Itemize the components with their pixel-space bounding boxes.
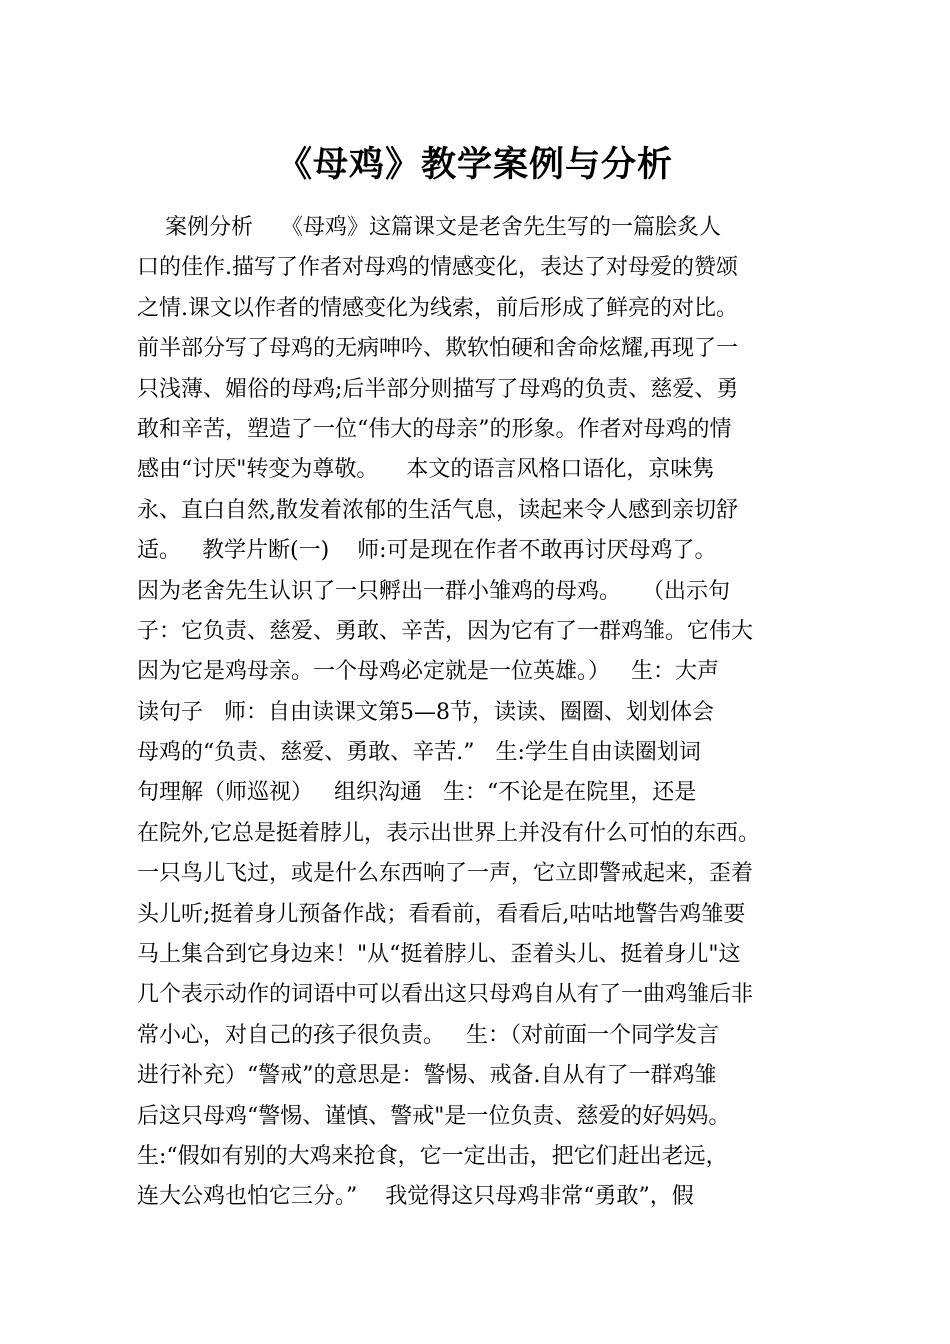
- body-line: 生:“假如有别的大鸡来抢食，它一定出击，把它们赶出老远，: [137, 1143, 728, 1169]
- body-line: 因为老舍先生认识了一只孵出一群小雏鸡的母鸡。 （出示句: [137, 578, 730, 604]
- document-title: 《母鸡》教学案例与分析: [276, 145, 673, 185]
- body-line: 头儿听;挺着身儿预备作战；看看前，看看后,咕咕地警告鸡雏要: [137, 901, 746, 927]
- document-body: [137, 208, 827, 1218]
- body-line: 母鸡的“负责、慈爱、勇敢、辛苦.” 生:学生自由读圈划词: [137, 740, 701, 766]
- body-line: 连大公鸡也怕它三分。” 我觉得这只母鸡非常“勇敢”，假: [137, 1184, 694, 1210]
- body-line: 口的佳作.描写了作者对母鸡的情感变化，表达了对母爱的赞颂: [137, 255, 738, 281]
- body-line: 常小心，对自己的孩子很负责。 生：（对前面一个同学发言: [137, 1022, 719, 1048]
- body-line: 句理解（师巡视） 组织沟通 生：“不论是在院里，还是: [137, 780, 697, 806]
- body-line: 敢和辛苦，塑造了一位“伟大的母亲”的形象。作者对母鸡的情: [137, 416, 732, 442]
- body-line: 后这只母鸡“警惕、谨慎、警戒"是一位负责、慈爱的好妈妈。: [137, 1103, 731, 1129]
- body-line: 只浅薄、媚俗的母鸡;后半部分则描写了母鸡的负责、慈爱、勇: [137, 376, 739, 402]
- body-line: 适。 教学片断(一) 师:可是现在作者不敢再讨厌母鸡了。: [137, 538, 717, 564]
- body-line: 永、直白自然,散发着浓郁的生活气息，读起来令人感到亲切舒: [137, 497, 738, 523]
- body-line: 读句子 师：自由读课文第5—8节，读读、圈圈、划划体会: [137, 699, 714, 725]
- body-line: 感由“讨厌"转变为尊敬。 本文的语言风格口语化，京味隽: [137, 457, 715, 483]
- body-line: 进行补充）“警戒”的意思是：警惕、戒备.自从有了一群鸡雏: [137, 1063, 717, 1089]
- body-line: 因为它是鸡母亲。一个母鸡必定就是一位英雄。） 生：大声: [137, 659, 719, 685]
- body-line: 案例分析 《母鸡》这篇课文是老舍先生写的一篇脍炙人: [137, 215, 721, 240]
- body-line: 一只鸟儿飞过，或是什么东西响了一声，它立即警戒起来，歪着: [137, 861, 754, 887]
- body-line: 几个表示动作的词语中可以看出这只母鸡自从有了一曲鸡雏后非: [137, 982, 754, 1008]
- body-line: 在院外,它总是挺着脖儿，表示出世界上并没有什么可怕的东西。: [137, 820, 760, 846]
- body-line: 子：它负责、慈爱、勇敢、辛苦，因为它有了一群鸡雏。它伟大: [137, 618, 754, 644]
- body-line: 之情.课文以作者的情感变化为线索，前后形成了鲜亮的对比。: [137, 295, 738, 321]
- body-line: 马上集合到它身边来！"从“挺着脖儿、歪着头儿、挺着身儿"这: [137, 942, 741, 968]
- body-line: 前半部分写了母鸡的无病呻吟、欺软怕硬和舍命炫耀,再现了一: [137, 336, 738, 362]
